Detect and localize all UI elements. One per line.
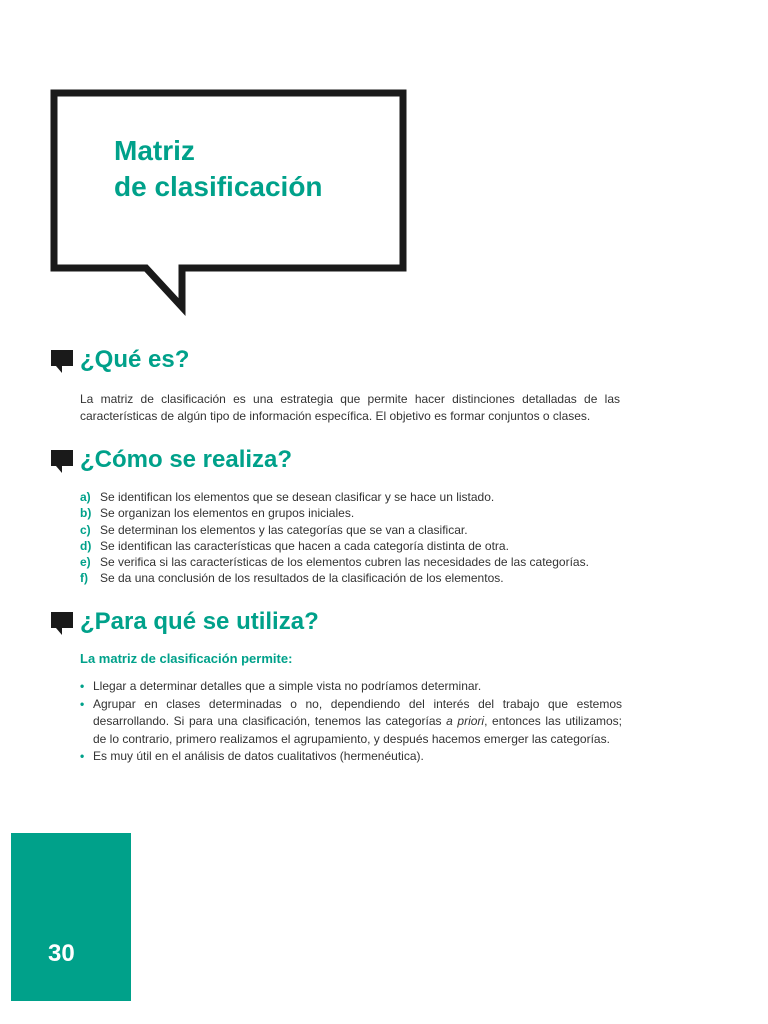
step-text: Se determinan los elementos y las categorías que se van a clasificar. — [100, 522, 468, 537]
list-item — [80, 522, 640, 538]
step-letter: d) — [80, 538, 92, 553]
page-number-block — [11, 833, 131, 1001]
section-heading-como — [50, 443, 292, 477]
bullet-icon: • — [80, 696, 85, 711]
uses-list — [80, 678, 622, 766]
bullet-icon: • — [80, 749, 85, 763]
step-text: Se da una conclusión de los resultados de la clasificación de los elementos. — [100, 571, 504, 586]
bullet-text-after: , entonces las utilizamos; de lo contrario, primero realizamos el agrupamiento, y después hacemos emerger las categorías. — [93, 714, 623, 746]
list-item — [80, 554, 640, 570]
list-item — [80, 678, 622, 696]
step-text: Se identifican las características que hacen a cada categoría distinta de otra. — [100, 538, 509, 553]
page-title-line-1: Matriz — [114, 135, 195, 166]
page-number: 30 — [48, 940, 75, 967]
list-item — [80, 748, 622, 766]
step-text: Se identifican los elementos que se desean clasificar y se hace un listado. — [100, 490, 495, 504]
list-item — [80, 570, 640, 586]
bullet-text: Es muy útil en el análisis de datos cualitativos (hermenéutica). — [93, 749, 424, 763]
speech-bubble-icon — [50, 611, 74, 635]
step-letter: a) — [80, 490, 91, 504]
speech-bubble-icon — [50, 449, 74, 473]
step-letter: f) — [80, 571, 88, 586]
uses-subheading: La matriz de clasificación permite: — [80, 651, 293, 666]
step-text: Se verifica si las características de los elementos cubren las necesidades de las categorías. — [100, 555, 589, 570]
step-letter: e) — [80, 555, 91, 570]
bullet-icon: • — [80, 679, 85, 693]
bullet-text-italic: a priori — [446, 714, 485, 728]
definition-paragraph: La matriz de clasificación es una estrategia que permite hacer distinciones detalladas de las características de algún tipo de información específica. El objetivo es formar conjuntos o clases. — [80, 392, 620, 423]
section-heading-para-que — [50, 605, 319, 639]
bullet-text: Llegar a determinar detalles que a simple vista no podríamos determinar. — [93, 679, 482, 693]
speech-bubble-icon — [50, 349, 74, 373]
steps-list — [80, 489, 640, 587]
section-title: ¿Para qué se utiliza? — [80, 608, 319, 635]
section-title: ¿Cómo se realiza? — [80, 446, 293, 473]
page-title-line-2: de clasificación — [114, 171, 323, 202]
page-title — [114, 133, 323, 205]
step-letter: c) — [80, 522, 91, 537]
list-item — [80, 489, 640, 505]
list-item — [80, 538, 640, 554]
section-heading-que-es — [50, 343, 189, 377]
step-letter: b) — [80, 506, 92, 521]
section-title: ¿Qué es? — [80, 346, 190, 373]
list-item — [80, 696, 622, 749]
list-item — [80, 505, 640, 521]
bullet-text-before: Agrupar en clases determinadas o no, dependiendo del interés del trabajo que estemos desarrollando. Si para una clasificación, tenemos las categorías — [93, 696, 622, 728]
step-text: Se organizan los elementos en grupos iniciales. — [100, 506, 355, 521]
